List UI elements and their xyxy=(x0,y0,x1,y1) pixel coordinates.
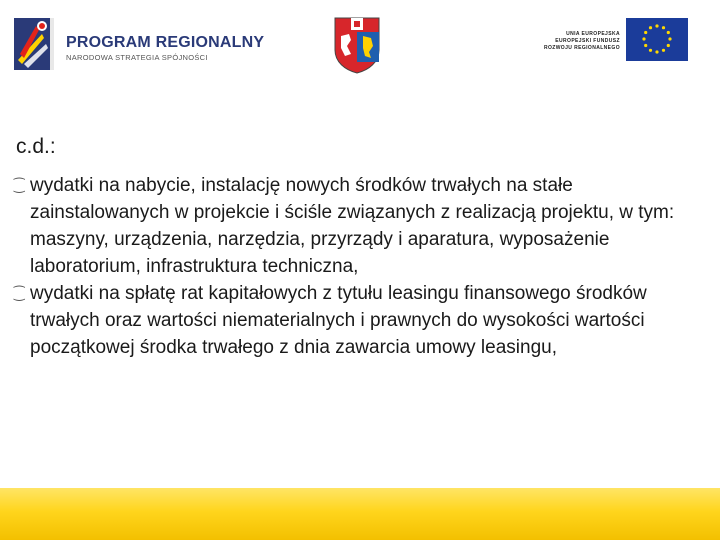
footer-yellow-band xyxy=(0,488,720,540)
continuation-heading: c.d.: xyxy=(16,135,56,158)
voivodeship-coat-of-arms-icon xyxy=(333,16,381,74)
bullet-text: wydatki na nabycie, instalację nowych środków trwałych na stałe zainstalowanych w projekcie i ściśle związanych z realizacją projektu, w tym: maszyny, urządzenia, narzędzia, przyrządy i aparatura, wyposażenie laboratorium, infrastruktura techniczna, xyxy=(30,175,675,277)
slide-header xyxy=(0,0,720,90)
bullet-icon: ⁐ xyxy=(14,178,25,193)
list-item xyxy=(14,172,716,280)
program-regionalny-logo xyxy=(12,14,265,74)
eu-text-line: EUROPEJSKI FUNDUSZ xyxy=(555,38,620,44)
list-item xyxy=(14,280,716,361)
program-title: PROGRAM REGIONALNY xyxy=(66,34,265,51)
eu-text-line: ROZWOJU REGIONALNEGO xyxy=(543,45,620,51)
bullet-text: wydatki na spłatę rat kapitałowych z tytułu leasingu finansowego środków trwałych oraz wartości niematerialnych i prawnych do wysokości wartości początkowej środka trwałego z dnia zawarcia umowy leasingu, xyxy=(30,283,647,358)
program-subtitle: NARODOWA STRATEGIA SPÓJNOŚCI xyxy=(66,53,208,62)
program-flag-icon xyxy=(12,14,62,74)
eu-flag-icon xyxy=(626,18,688,61)
bullet-list xyxy=(14,172,716,361)
eu-text-block xyxy=(520,31,620,52)
eu-text-line: UNIA EUROPEJSKA xyxy=(566,31,620,37)
slide-content xyxy=(14,134,716,361)
bullet-icon: ⁐ xyxy=(14,286,25,301)
